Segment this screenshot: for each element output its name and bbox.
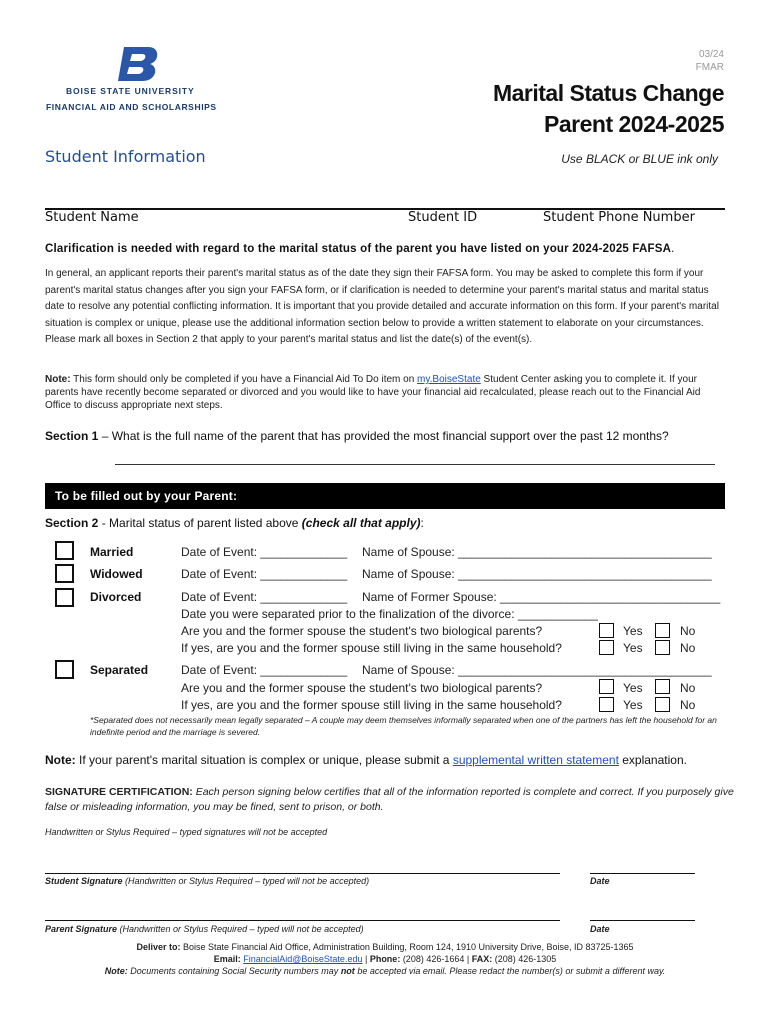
separated-label: Separated <box>90 663 149 677</box>
divorced-biological-yes-checkbox[interactable] <box>599 623 614 638</box>
clarification-period: . <box>671 243 675 255</box>
divorced-biological-question: Are you and the former spouse the student's two biological parents? <box>181 624 543 638</box>
widowed-spouse-field[interactable]: Name of Spouse: ______________________________________ <box>362 567 712 581</box>
student-signature-title: Student Signature <box>45 876 123 886</box>
parent-name-input-line[interactable] <box>115 464 715 465</box>
intro-paragraph: In general, an applicant reports their parent's marital status as of the date they sign their FAFSA form. You may be asked to complete this form if your parent's marital status changes after you sign your FAFSA form, or if clarification is needed to determine your parent's marital status and marital status date to resolve any potential conflicting information. It is important that you provide detailed and accurate information on this form. If your parent's marital situation is complex or unique, please use the additional information section below to provide a written statement to elaborate on your circumstances. Please mark all boxes in Section 2 that apply to your parent's marital status and list the date(s) of the event(s). <box>45 268 719 345</box>
note-label: Note: <box>45 374 71 385</box>
certification-text: Each person signing below certifies that all of the information reported is complete and correct. If you purposely give false or misleading information, you may be fined, sent to prison, or both. <box>45 786 734 813</box>
section-1-question <box>45 429 669 443</box>
separated-checkbox[interactable] <box>55 660 74 679</box>
separated-footnote: *Separated does not necessarily mean legally separated – A couple may deem themselves informally separated when one of the partners has left the household for an indefinite period and the marriage is severed. <box>90 715 717 737</box>
ssn-note <box>0 966 770 976</box>
separated-household-question: If yes, are you and the former spouse still living in the same household? <box>181 698 562 712</box>
my-boisestate-link[interactable]: my.BoiseState <box>417 374 481 385</box>
divorced-household-no-checkbox[interactable] <box>655 640 670 655</box>
clarification-text: Clarification is needed with regard to the marital status of the parent you have listed on your 2024-2025 FAFSA <box>45 243 672 255</box>
student-signature-line[interactable] <box>45 873 560 874</box>
parent-section-bar: To be filled out by your Parent: <box>45 483 725 509</box>
note-text-end: explanation. <box>618 753 687 767</box>
deliver-to <box>0 942 770 952</box>
separated-household-yes-checkbox[interactable] <box>599 697 614 712</box>
no-label: No <box>680 624 696 638</box>
parent-signature-title: Parent Signature <box>45 924 118 934</box>
certification-label: SIGNATURE CERTIFICATION: <box>45 786 193 798</box>
ink-note: Use BLACK or BLUE ink only <box>561 152 718 166</box>
divorced-former-spouse-field[interactable]: Name of Former Spouse: _________________________________ <box>362 590 721 604</box>
married-checkbox[interactable] <box>55 541 74 560</box>
section-2-colon: : <box>420 516 424 530</box>
ssn-note-text: Documents containing Social Security numbers may <box>127 966 341 976</box>
married-spouse-field[interactable]: Name of Spouse: ______________________________________ <box>362 545 712 559</box>
section-1-label: Section 1 <box>45 429 99 443</box>
phone-number: (208) 426-1664 <box>400 954 467 964</box>
divorced-household-yes-checkbox[interactable] <box>599 640 614 655</box>
widowed-label: Widowed <box>90 567 143 581</box>
section-2-label: Section 2 <box>45 516 99 530</box>
separated-date-field[interactable]: Date of Event: _____________ <box>181 663 348 677</box>
section-1-text: – What is the full name of the parent that has provided the most financial support over the past 12 months? <box>98 429 669 443</box>
yes-label: Yes <box>623 641 643 655</box>
divorced-biological-no-checkbox[interactable] <box>655 623 670 638</box>
ssn-note-text-end: be accepted via email. Please redact the number(s) or submit a different way. <box>354 966 666 976</box>
separated-household-no-checkbox[interactable] <box>655 697 670 712</box>
supplemental-note <box>45 753 687 767</box>
ssn-note-label: Note: <box>104 966 128 976</box>
student-name-field[interactable]: Student Name <box>45 210 139 225</box>
parent-signature-note: (Handwritten or Stylus Required – typed will not be accepted) <box>117 924 364 934</box>
separated-biological-question: Are you and the former spouse the student's two biological parents? <box>181 681 543 695</box>
divorced-separated-date-field[interactable]: Date you were separated prior to the finalization of the divorce: ____________ <box>181 607 598 621</box>
widowed-date-field[interactable]: Date of Event: _____________ <box>181 567 348 581</box>
department-name: FINANCIAL AID AND SCHOLARSHIPS <box>46 102 217 112</box>
no-label: No <box>680 698 696 712</box>
divorced-label: Divorced <box>90 590 142 604</box>
divorced-checkbox[interactable] <box>55 588 74 607</box>
parent-signature-label <box>45 924 364 934</box>
note-text-cont: Student Center asking you to complete it. If your parents have recently become separated or divorced and you would like to have your financial aid recalculated, please reach out to the Financial Aid Office to discuss appropriate next steps. <box>45 374 701 411</box>
form-id: FMAR <box>695 62 724 73</box>
parent-date-line[interactable] <box>590 920 695 921</box>
divorced-household-question: If yes, are you and the former spouse still living in the same household? <box>181 641 562 655</box>
form-date: 03/24 <box>698 49 724 60</box>
page-title <box>493 78 724 140</box>
phone-label: Phone: <box>369 954 401 964</box>
form-code <box>696 48 724 74</box>
no-label: No <box>680 681 696 695</box>
supplemental-statement-link[interactable]: supplemental written statement <box>452 753 619 767</box>
student-signature-note: (Handwritten or Stylus Required – typed will not be accepted) <box>122 876 370 886</box>
married-label: Married <box>90 545 134 559</box>
student-date-label: Date <box>590 876 610 886</box>
deliver-label: Deliver to: <box>136 942 181 952</box>
email-label: Email: <box>213 954 244 964</box>
student-date-line[interactable] <box>590 873 695 874</box>
widowed-checkbox[interactable] <box>55 564 74 583</box>
married-date-field[interactable]: Date of Event: _____________ <box>181 545 348 559</box>
university-name: BOISE STATE UNIVERSITY <box>66 86 195 96</box>
separated-biological-no-checkbox[interactable] <box>655 679 670 694</box>
section-2-heading <box>45 516 424 530</box>
note-text: If your parent's marital situation is complex or unique, please submit a <box>75 753 453 767</box>
separated-biological-yes-checkbox[interactable] <box>599 679 614 694</box>
yes-label: Yes <box>623 681 643 695</box>
signature-certification <box>45 785 735 815</box>
boise-state-b-logo <box>118 47 158 81</box>
yes-label: Yes <box>623 698 643 712</box>
divorced-date-field[interactable]: Date of Event: _____________ <box>181 590 348 604</box>
student-phone-field[interactable]: Student Phone Number <box>543 210 695 225</box>
student-information-heading: Student Information <box>45 147 206 166</box>
title-line-1: Marital Status Change <box>492 80 724 106</box>
email-link[interactable]: FinancialAid@BoiseState.edu <box>243 954 363 964</box>
clarification-heading <box>45 243 725 255</box>
ssn-note-not: not <box>340 966 355 976</box>
fax-label: FAX: <box>471 954 493 964</box>
yes-label: Yes <box>623 624 643 638</box>
student-signature-label <box>45 876 369 886</box>
separator: | <box>466 954 472 964</box>
title-line-2: Parent 2024-2025 <box>544 111 724 137</box>
deliver-address: Boise State Financial Aid Office, Administration Building, Room 124, 1910 University Drive, Boise, ID 83725-1365 <box>180 942 634 952</box>
fax-number: (208) 426-1305 <box>492 954 557 964</box>
student-id-field[interactable]: Student ID <box>408 210 478 225</box>
section-2-emphasis: (check all that apply) <box>301 516 421 530</box>
separator: | <box>362 954 370 964</box>
no-label: No <box>680 641 696 655</box>
note-label: Note: <box>45 753 76 767</box>
todo-note <box>45 373 725 412</box>
handwritten-note: Handwritten or Stylus Required – typed signatures will not be accepted <box>45 827 328 837</box>
section-2-text: - Marital status of parent listed above <box>98 516 302 530</box>
parent-signature-line[interactable] <box>45 920 560 921</box>
separated-spouse-field[interactable]: Name of Spouse: ______________________________________ <box>362 663 712 677</box>
contact-line <box>0 954 770 964</box>
note-text: This form should only be completed if you have a Financial Aid To Do item on <box>70 374 418 385</box>
parent-date-label: Date <box>590 924 610 934</box>
